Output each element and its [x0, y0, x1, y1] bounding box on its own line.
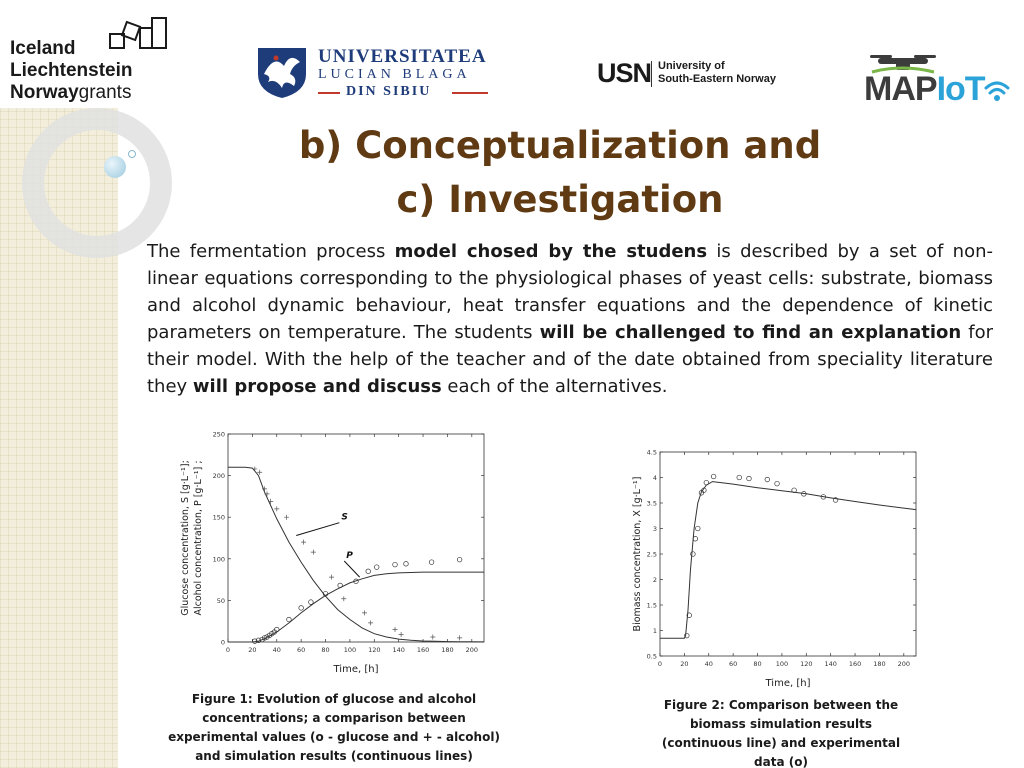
decorative-bubble — [104, 156, 126, 178]
usn-logo-name-line2: South-Eastern Norway — [658, 73, 776, 85]
x-tick-label: 0 — [657, 660, 663, 668]
y-tick-label: 0.5 — [646, 652, 657, 661]
ulbs-logo-line1: UNIVERSITATEA — [318, 46, 487, 67]
body-paragraph — [147, 238, 993, 400]
x-tick-label: 40 — [704, 660, 713, 668]
x-tick-label: 140 — [392, 646, 405, 654]
y-tick-label: 1 — [652, 627, 657, 635]
mapiot-logo-map: MAP — [864, 70, 937, 108]
body-text-run: each of the alternatives. — [441, 376, 668, 397]
x-tick-label: 80 — [321, 646, 330, 654]
body-emphasis: model chosed by the studens — [394, 241, 708, 262]
eea-logo-line3 — [10, 82, 131, 103]
y-axis-label: Biomass concentration, X [g·L⁻¹] — [632, 476, 643, 632]
figure-2-caption: Figure 2: Comparison between the biomass simulation results (continuous line) and experimental data (o) — [661, 698, 901, 768]
x-tick-label: 180 — [441, 646, 454, 654]
y-tick-label: 4.5 — [646, 448, 657, 457]
mapiot-logo — [862, 52, 1014, 110]
figure-1-svg — [176, 428, 496, 678]
usn-logo-separator — [651, 61, 652, 87]
ulbs-logo — [254, 40, 494, 102]
y-axis-label-line2: Alcohol concentration, P [g·L⁻¹] ; — [193, 460, 204, 616]
wifi-icon — [982, 78, 1012, 104]
x-tick-label: 0 — [225, 646, 231, 654]
x-tick-label: 40 — [272, 646, 281, 654]
x-tick-label: 180 — [873, 660, 886, 668]
figure-2-svg — [630, 448, 928, 688]
x-tick-label: 200 — [897, 660, 911, 668]
y-tick-label: 200 — [212, 472, 225, 481]
eea-logo-grants: grants — [78, 82, 132, 103]
x-tick-label: 80 — [753, 660, 762, 668]
eea-grants-logo — [10, 14, 185, 106]
body-text-run: for their model. With the help of the teacher and of the date obtained from speciality literature they — [147, 322, 993, 397]
y-tick-label: 0 — [220, 638, 225, 647]
mapiot-logo-text — [864, 70, 985, 109]
body-text-run: is described by a set of non-linear equations corresponding to the physiological phases of yeast cells: substrate, biomass and alcohol dynamic behaviour, heat transfer equations and the dependence of kinetic parameters on temperature. The students — [147, 241, 993, 343]
x-tick-label: 120 — [800, 660, 813, 668]
y-tick-label: 150 — [212, 513, 225, 522]
x-tick-label: 100 — [775, 660, 789, 668]
ulbs-logo-rule-right — [452, 92, 488, 94]
body-emphasis: will propose and discuss — [192, 376, 442, 397]
eea-logo-norway: Norway — [10, 82, 79, 103]
ulbs-logo-rule-left — [318, 92, 340, 94]
eea-logo-line2: Liechtenstein — [10, 60, 133, 81]
figure-1-caption: Figure 1: Evolution of glucose and alcohol concentrations; a comparison between experimental values (o - glucose and + - alcohol) and simulation results (continuous lines) — [168, 692, 500, 763]
y-tick-label: 3 — [652, 525, 657, 533]
series-annotation-label: S — [341, 512, 348, 523]
x-tick-label: 200 — [465, 646, 479, 654]
x-axis-label: Time, [h] — [333, 664, 379, 675]
eea-squares-icon — [108, 16, 170, 56]
x-axis-label: Time, [h] — [765, 678, 811, 688]
y-tick-label: 4 — [652, 474, 657, 482]
x-tick-label: 60 — [297, 646, 306, 654]
usn-logo — [597, 58, 797, 90]
ulbs-logo-line3: DIN SIBIU — [346, 84, 432, 99]
y-tick-label: 3.5 — [646, 499, 657, 508]
y-tick-label: 1.5 — [646, 601, 657, 610]
plot-frame — [228, 434, 484, 642]
x-tick-label: 160 — [416, 646, 430, 654]
ulbs-logo-line2: LUCIAN BLAGA — [318, 67, 471, 82]
body-emphasis: will be challenged to find an explanation — [539, 322, 962, 343]
y-axis-label-line1: Glucose concentration, S [g·L⁻¹]; — [180, 460, 191, 616]
x-tick-label: 120 — [368, 646, 381, 654]
figure-2-chart — [630, 448, 928, 688]
usn-logo-name — [658, 60, 776, 86]
y-tick-label: 250 — [212, 430, 225, 439]
y-tick-label: 50 — [216, 596, 225, 605]
usn-logo-name-line1: University of — [658, 60, 725, 72]
x-tick-label: 20 — [680, 660, 689, 668]
series-annotation-label: P — [346, 550, 353, 561]
x-tick-label: 100 — [343, 646, 357, 654]
usn-logo-mark: USN — [597, 58, 652, 88]
ulbs-eagle-shield-icon — [254, 44, 310, 100]
x-tick-label: 20 — [248, 646, 257, 654]
eea-logo-line1: Iceland — [10, 38, 76, 59]
mapiot-logo-iot: IoT — [936, 70, 985, 108]
slide-title-line2: c) Investigation — [396, 178, 724, 221]
x-tick-label: 160 — [848, 660, 862, 668]
figure-1-chart — [176, 428, 496, 678]
y-tick-label: 2 — [652, 576, 657, 584]
x-tick-label: 140 — [824, 660, 837, 668]
slide-title-line1: b) Conceptualization and — [298, 124, 822, 167]
y-tick-label: 100 — [212, 555, 225, 564]
plot-frame — [660, 452, 916, 656]
y-tick-label: 2.5 — [646, 550, 657, 559]
x-tick-label: 60 — [729, 660, 738, 668]
body-text-run: The fermentation process — [147, 241, 395, 262]
